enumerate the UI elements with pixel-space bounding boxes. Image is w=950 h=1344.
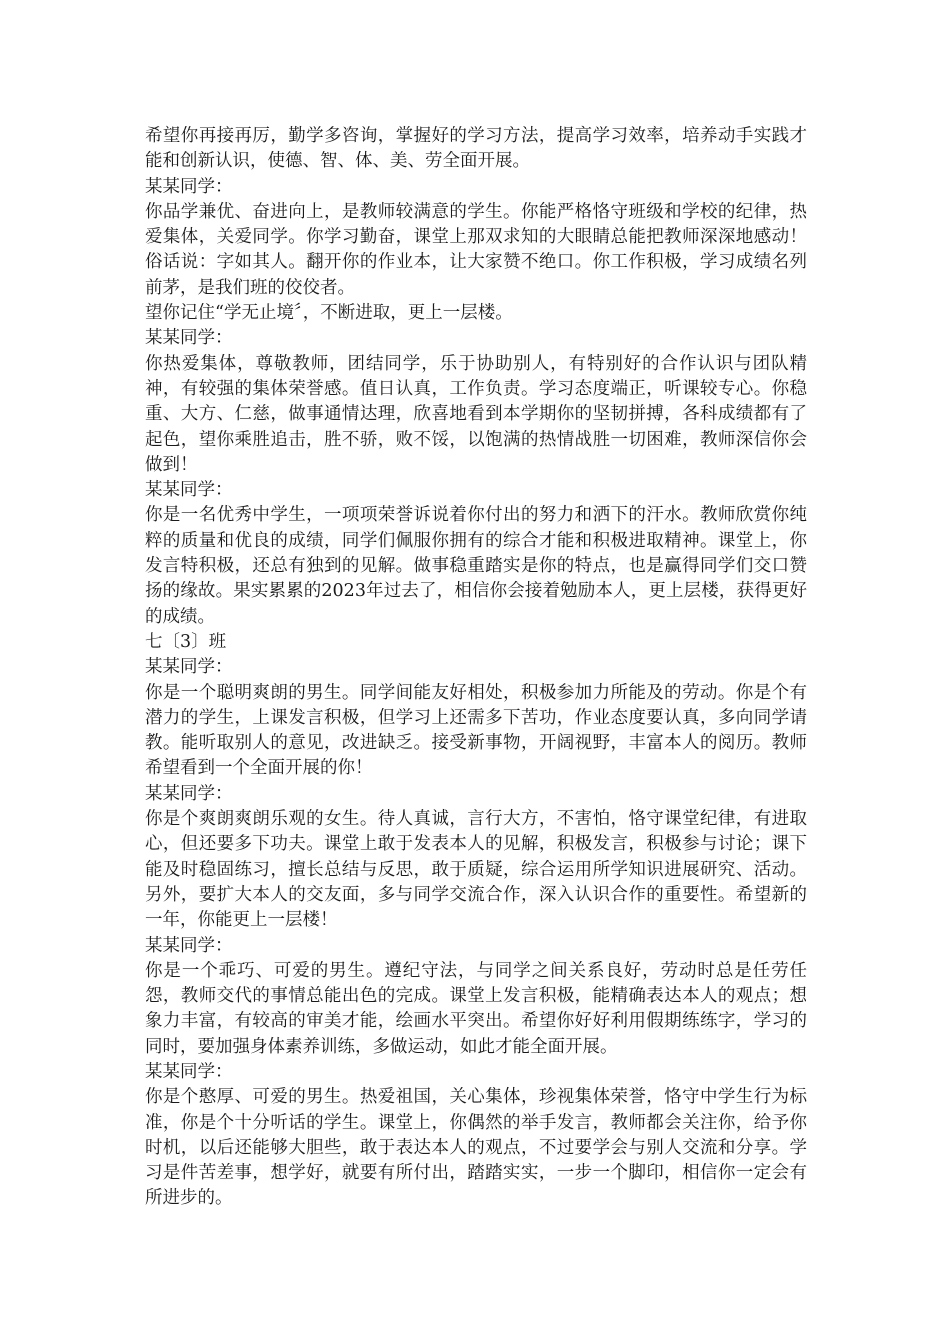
student-salutation: 某某同学：	[145, 328, 233, 349]
student-salutation: 某某同学：	[145, 935, 233, 956]
student-salutation: 某某同学：	[145, 1061, 233, 1082]
comment-paragraph: 望你记住“学无止境〞，不断进取，更上一层楼。	[145, 303, 513, 324]
comment-paragraph: 你是个爽朗爽朗乐观的女生。待人真诚，言行大方，不害怕，恪守课堂纪律，有进取心，但还要多下功夫。课堂上敢于发表本人的见解，积极发言，积极参与讨论；课下能及时稳固练习，擅长总结与反思，敢于质疑，综合运用所学知识进展研究、活动。另外，要扩大本人的交友面，多与同学交流合作，深入认识合作的重要性。希望新的一年，你能更上一层楼！	[145, 809, 807, 931]
student-salutation: 某某同学：	[145, 657, 233, 678]
student-salutation: 某某同学：	[145, 783, 233, 804]
comment-paragraph: 你是一名优秀中学生，一项项荣誉诉说着你付出的努力和洒下的汗水。教师欣赏你纯粹的质量和优良的成绩，同学们佩服你拥有的综合才能和积极进取精神。课堂上，你发言特积极，还总有独到的见解。做事稳重踏实是你的特点，也是赢得同学们交口赞扬的缘故。果实累累的2023年过去了，相信你会接着勉励本人，更上层楼，获得更好的成绩。	[145, 505, 807, 627]
class-heading: 七〔3〕班	[145, 631, 227, 652]
comment-paragraph: 你是一个乖巧、可爱的男生。遵纪守法，与同学之间关系良好，劳动时总是任劳任怨，教师交代的事情总能出色的完成。课堂上发言积极，能精确表达本人的观点；想象力丰富，有较高的审美才能，绘画水平突出。希望你好好利用假期练练字，学习的同时，要加强身体素养训练，多做运动，如此才能全面开展。	[145, 960, 807, 1057]
document-body	[145, 124, 807, 1212]
student-salutation: 某某同学：	[145, 176, 233, 197]
comment-paragraph: 你是个憨厚、可爱的男生。热爱祖国，关心集体，珍视集体荣誉，恪守中学生行为标准，你是个十分听话的学生。课堂上，你偶然的举手发言，教师都会关注你，给予你时机，以后还能够大胆些，敢于表达本人的观点，不过要学会与别人交流和分享。学习是件苦差事，想学好，就要有所付出，踏踏实实，一步一个脚印，相信你一定会有所进步的。	[145, 1087, 807, 1209]
comment-paragraph: 你品学兼优、奋进向上，是教师较满意的学生。你能严格恪守班级和学校的纪律，热爱集体，关爱同学。你学习勤奋，课堂上那双求知的大眼睛总能把教师深深地感动！俗话说：字如其人。翻开你的作业本，让大家赞不绝口。你工作积极，学习成绩名列前茅，是我们班的佼佼者。	[145, 201, 807, 298]
paragraph-closing-wish: 希望你再接再厉，勤学多咨询，掌握好的学习方法，提高学习效率，培养动手实践才能和创新认识，使德、智、体、美、劳全面开展。	[145, 126, 807, 172]
comment-paragraph: 你热爱集体，尊敬教师，团结同学，乐于协助别人，有特别好的合作认识与团队精神，有较强的集体荣誉感。值日认真，工作负责。学习态度端正，听课较专心。你稳重、大方、仁慈，做事通情达理，欣喜地看到本学期你的坚韧拼搏，各科成绩都有了起色，望你乘胜追击，胜不骄，败不馁，以饱满的热情战胜一切困难，教师深信你会做到！	[145, 353, 807, 475]
student-salutation: 某某同学：	[145, 480, 233, 501]
comment-paragraph: 你是一个聪明爽朗的男生。同学间能友好相处，积极参加力所能及的劳动。你是个有潜力的学生，上课发言积极，但学习上还需多下苦功，作业态度要认真，多向同学请教。能听取别人的意见，改进缺乏。接受新事物，开阔视野，丰富本人的阅历。教师希望看到一个全面开展的你！	[145, 682, 807, 779]
